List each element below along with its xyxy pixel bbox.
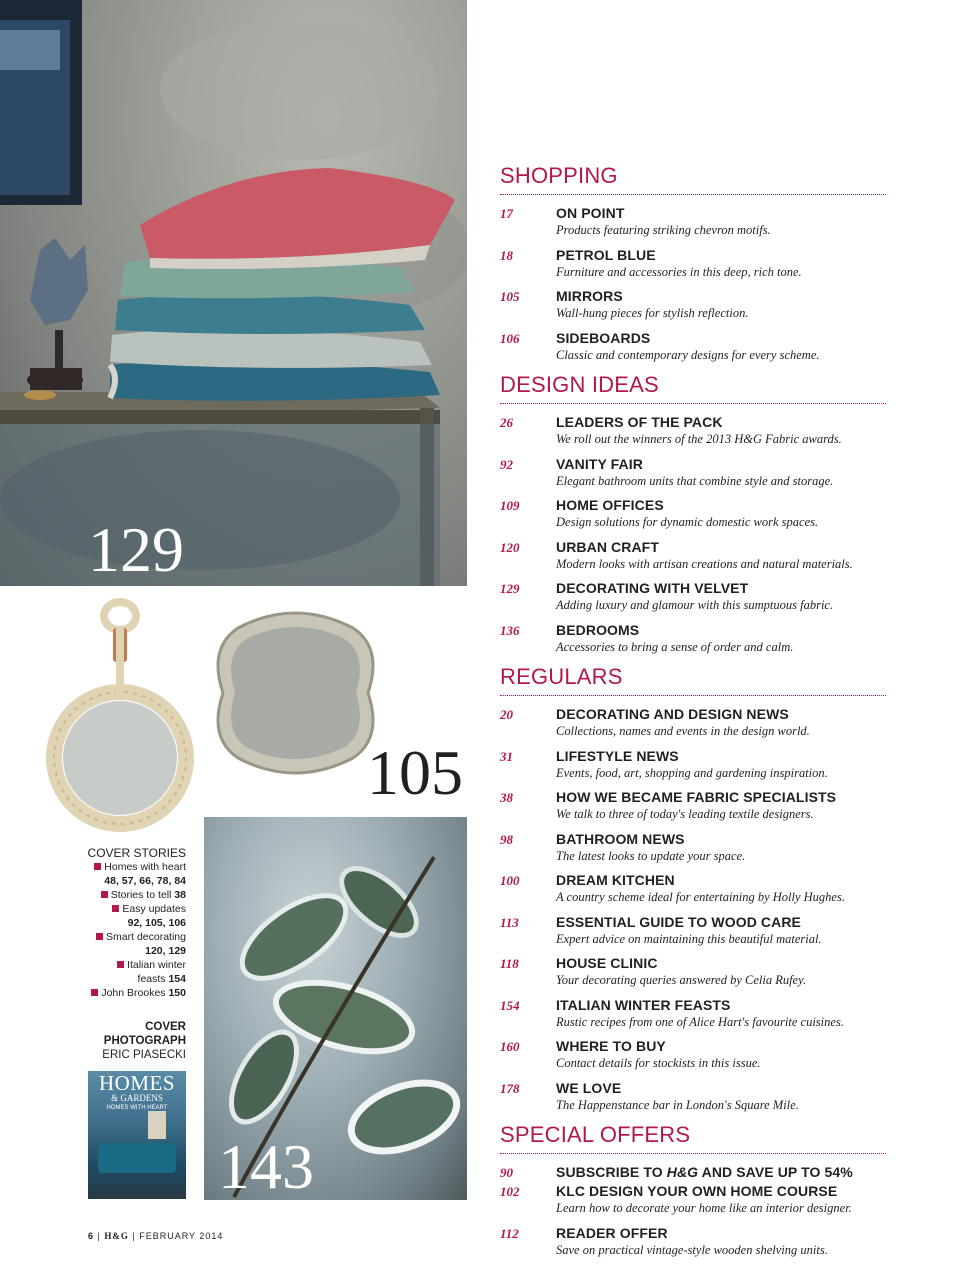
- page-number-129: 129: [88, 514, 184, 585]
- magazine-tag: HOMES WITH HEART: [106, 1105, 168, 1111]
- toc-entry[interactable]: 92 VANITY FAIR Elegant bathroom units that combine style and storage.: [500, 455, 834, 488]
- footer-page-number: 6: [88, 1231, 95, 1241]
- toc-entry[interactable]: 90 SUBSCRIBE TO H&G AND SAVE UP TO 54%: [500, 1164, 853, 1180]
- pillows-photo: [0, 0, 467, 586]
- toc-entry[interactable]: 109 HOME OFFICES Design solutions for dynamic domestic work spaces.: [500, 497, 819, 529]
- toc-entry[interactable]: 118 HOUSE CLINIC Your decorating queries answered by Celia Rufey.: [500, 955, 807, 987]
- toc-entry[interactable]: 17 ON POINT Products featuring striking chevron motifs.: [500, 205, 771, 237]
- section-shopping: [500, 162, 886, 364]
- dotted-divider: [500, 695, 886, 696]
- footer-issue: FEBRUARY 2014: [139, 1231, 224, 1241]
- cover-story-item: Easy updates 92, 105, 106: [60, 902, 186, 930]
- scalloped-mirror-illustration: [208, 608, 383, 778]
- dotted-divider: [500, 194, 886, 195]
- cover-story-item: Italian winter feasts 154: [60, 958, 186, 986]
- toc-entry[interactable]: 20 DECORATING AND DESIGN NEWS Collections, names and events in the design world.: [500, 706, 810, 738]
- cover-story-item: Stories to tell 38: [60, 888, 186, 902]
- magazine-cover-thumbnail: [88, 1071, 186, 1199]
- section-title: SPECIAL OFFERS: [500, 1122, 691, 1147]
- magazine-title: HOMES: [98, 1071, 175, 1095]
- dotted-divider: [500, 1153, 886, 1154]
- toc-entry[interactable]: 18 PETROL BLUE Furniture and accessories in this deep, rich tone.: [500, 246, 802, 279]
- toc-entry[interactable]: 38 HOW WE BECAME FABRIC SPECIALISTS We talk to three of today's leading textile designers.: [500, 789, 837, 821]
- section-title: SHOPPING: [500, 163, 618, 188]
- lamp-shape: [148, 1111, 166, 1139]
- toc-entry[interactable]: 105 MIRRORS Wall-hung pieces for stylish reflection.: [500, 288, 749, 320]
- section-regulars: [500, 663, 886, 1114]
- cover-story-item: Homes with heart 48, 57, 66, 78, 84: [60, 860, 186, 888]
- section-title: REGULARS: [500, 664, 623, 689]
- magazine-subtitle: & GARDENS: [111, 1093, 163, 1103]
- section-design-ideas: [500, 371, 886, 656]
- cover-stories-heading: COVER STORIES: [87, 846, 186, 860]
- toc-entry[interactable]: 160 WHERE TO BUY Contact details for stockists in this issue.: [500, 1038, 761, 1070]
- toc-entry[interactable]: 129 DECORATING WITH VELVET Adding luxury and glamour with this sumptuous fabric.: [500, 580, 834, 612]
- toc-entry[interactable]: 102 KLC DESIGN YOUR OWN HOME COURSE Learn how to decorate your home like an interior designer.: [500, 1183, 852, 1215]
- toc-entry[interactable]: 112 READER OFFER Save on practical vintage-style wooden shelving units.: [500, 1224, 828, 1257]
- section-special-offers: [500, 1121, 886, 1259]
- page-number-105: 105: [367, 737, 463, 808]
- toc-entry[interactable]: 113 ESSENTIAL GUIDE TO WOOD CARE Expert advice on maintaining this beautiful material.: [500, 913, 822, 946]
- toc-entry[interactable]: 100 DREAM KITCHEN A country scheme ideal for entertaining by Holly Hughes.: [500, 872, 845, 904]
- toc-entry[interactable]: 120 URBAN CRAFT Modern looks with artisan creations and natural materials.: [500, 538, 853, 571]
- rope-mirror-illustration: [40, 598, 200, 833]
- sofa-shape: [98, 1143, 176, 1173]
- toc-entry[interactable]: 106 SIDEBOARDS Classic and contemporary designs for every scheme.: [500, 329, 820, 362]
- toc-entry[interactable]: 26 LEADERS OF THE PACK We roll out the winners of the 2013 H&G Fabric awards.: [500, 414, 842, 446]
- toc-entry[interactable]: 154 ITALIAN WINTER FEASTS Rustic recipes from one of Alice Hart's favourite cuisines.: [500, 996, 844, 1029]
- cover-stories: [60, 846, 186, 1000]
- table-of-contents: [500, 162, 886, 1266]
- toc-entry[interactable]: 178 WE LOVE The Happenstance bar in London's Square Mile.: [500, 1079, 799, 1112]
- pillows-illustration: [0, 0, 467, 586]
- cover-story-item: Smart decorating 120, 129: [60, 930, 186, 958]
- toc-entry[interactable]: 31 LIFESTYLE NEWS Events, food, art, shopping and gardening inspiration.: [500, 747, 828, 780]
- cover-story-item: John Brookes 150: [60, 986, 186, 1000]
- frost-leaves-photo: [204, 817, 467, 1200]
- footer-brand: H&G: [104, 1231, 129, 1241]
- toc-entry[interactable]: 98 BATHROOM NEWS The latest looks to update your space.: [500, 830, 746, 863]
- cover-photo-credit: COVER PHOTOGRAPH ERIC PIASECKI: [102, 1021, 186, 1061]
- page-number-143: 143: [218, 1131, 314, 1200]
- section-title: DESIGN IDEAS: [500, 372, 659, 397]
- page-footer: 6 | H&G | FEBRUARY 2014: [88, 1231, 224, 1241]
- toc-entry[interactable]: 136 BEDROOMS Accessories to bring a sense of order and calm.: [500, 621, 794, 654]
- dotted-divider: [500, 403, 886, 404]
